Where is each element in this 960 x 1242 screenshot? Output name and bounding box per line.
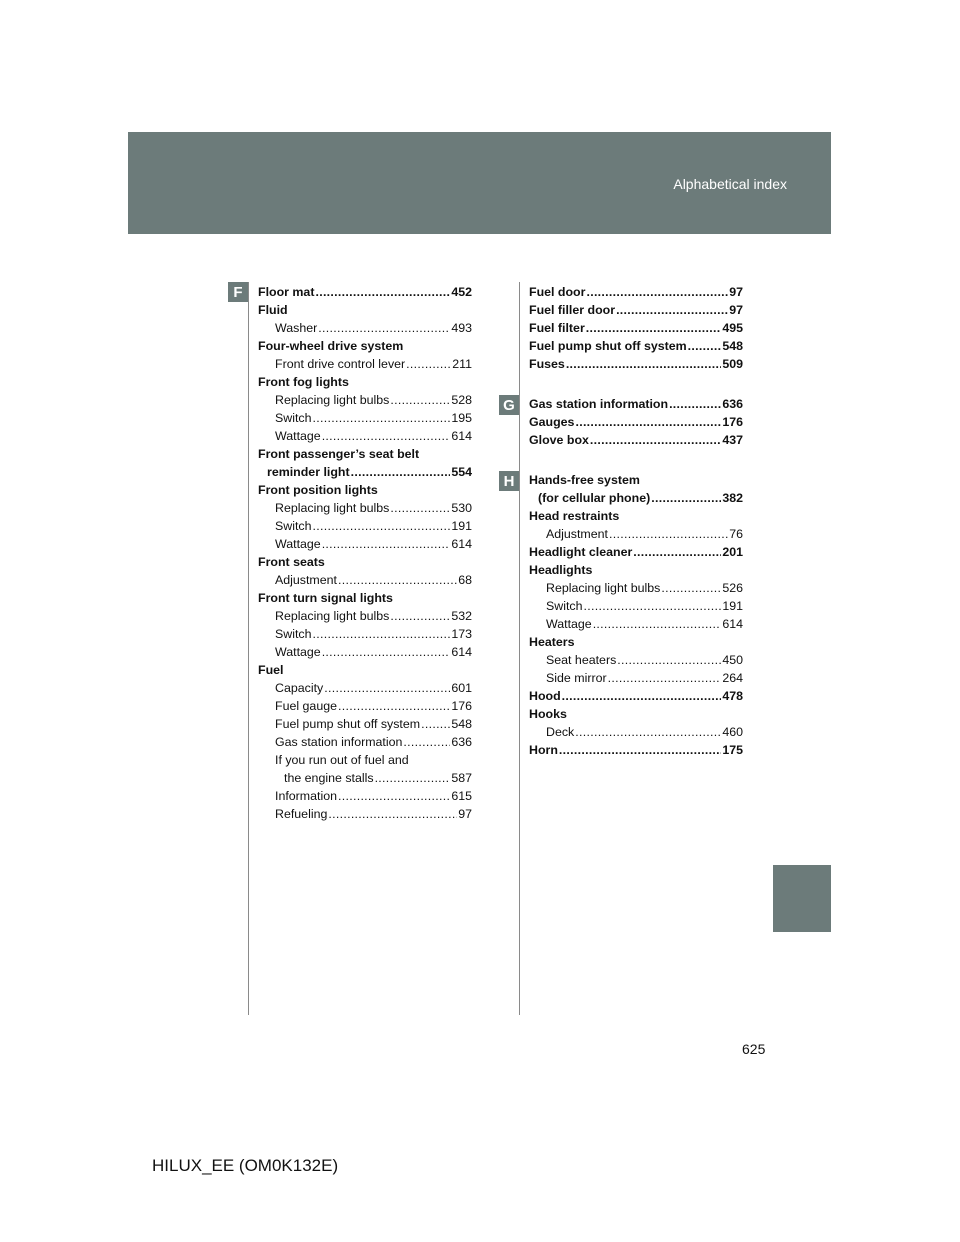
index-entry-page: 615 [451,789,472,803]
dot-leader [390,391,450,409]
index-entry-page: 176 [722,415,743,429]
index-entry [529,651,743,669]
index-entry-label: Washer [275,321,318,335]
dot-leader [421,715,450,733]
index-entry [258,679,472,697]
dot-leader [390,499,450,517]
dot-leader [322,643,451,661]
index-entry-page: 509 [722,357,743,371]
dot-leader [322,535,451,553]
header-band [128,132,831,234]
index-column-right-f [529,283,743,373]
index-entry-page: 382 [722,491,743,505]
index-entry [258,535,472,553]
index-entry-page: 554 [451,465,472,479]
index-entry [258,607,472,625]
index-side-tab [773,865,831,932]
index-entry-page: 68 [458,573,472,587]
dot-leader [559,741,721,759]
index-entry-label: Adjustment [546,527,608,541]
index-entry-label: Horn [529,743,558,757]
index-entry-label: Fuel gauge [275,699,338,713]
index-entry [529,395,743,413]
index-entry-page: 548 [451,717,472,731]
index-entry-label: Replacing light bulbs [275,393,390,407]
index-entry [258,391,472,409]
index-entry-page: 548 [722,339,743,353]
index-entry [529,525,743,543]
index-entry [258,715,472,733]
dot-leader [338,697,450,715]
index-entry-page: 195 [451,411,472,425]
index-entry-label: Headlight cleaner [529,545,633,559]
index-heading: Hooks [529,707,567,721]
index-entry-label: Switch [275,519,312,533]
index-entry-page: 437 [722,433,743,447]
index-entry-label: Fuel filler door [529,303,616,317]
index-entry [529,355,743,373]
dot-leader [338,571,457,589]
index-entry [258,409,472,427]
index-entry-page: 526 [722,581,743,595]
index-column-right-g [529,395,743,449]
index-entry-page: 76 [729,527,743,541]
dot-leader [586,283,728,301]
letter-f-marker: F [228,282,248,302]
index-heading: Front fog lights [258,375,349,389]
index-heading: Front passenger’s seat belt [258,447,420,461]
index-entry [258,697,472,715]
index-entry-page: 264 [722,671,743,685]
column-divider-middle [519,282,520,1015]
page-number: 625 [742,1041,766,1057]
index-entry-page: 530 [451,501,472,515]
index-entry-label: Gas station information [529,397,669,411]
index-entry-page: 495 [722,321,743,335]
index-heading: Front position lights [258,483,378,497]
dot-leader [617,651,721,669]
index-entry-label: Wattage [275,645,321,659]
index-entry-label: (for cellular phone) [538,491,651,505]
index-entry-page: 173 [451,627,472,641]
index-entry [529,337,743,355]
index-entry-page: 211 [452,357,472,371]
index-entry [258,463,472,481]
index-entry [529,597,743,615]
dot-leader [313,409,451,427]
index-entry-label: Switch [275,411,312,425]
index-entry [529,431,743,449]
dot-leader [633,543,721,561]
dot-leader [584,597,722,615]
index-entry-page: 587 [451,771,472,785]
index-entry-label: the engine stalls [284,771,374,785]
dot-leader [338,787,450,805]
index-entry-page: 460 [722,725,743,739]
dot-leader [590,431,721,449]
index-heading: Front turn signal lights [258,591,393,605]
dot-leader [616,301,728,319]
index-entry [529,413,743,431]
index-entry-label: Fuel pump shut off system [529,339,687,353]
index-entry [529,579,743,597]
dot-leader [566,355,722,373]
document-code: HILUX_EE (OM0K132E) [152,1156,339,1175]
index-entry-label: Capacity [275,681,324,695]
index-entry-page: 97 [729,303,743,317]
dot-leader [322,427,451,445]
index-heading: If you run out of fuel and [275,753,409,767]
index-entry [258,769,472,787]
index-entry-page: 601 [451,681,472,695]
index-entry-label: Gauges [529,415,575,429]
index-heading: Hands-free system [529,473,640,487]
index-entry-page: 201 [722,545,743,559]
index-entry [529,543,743,561]
dot-leader [661,579,721,597]
index-entry-label: Front drive control lever [275,357,406,371]
index-entry-page: 532 [451,609,472,623]
index-entry-label: Switch [546,599,583,613]
dot-leader [406,355,451,373]
index-entry-page: 175 [722,743,743,757]
index-entry-page: 176 [451,699,472,713]
index-entry [258,571,472,589]
index-entry [258,499,472,517]
letter-g-marker: G [499,395,519,415]
index-entry-label: Information [275,789,337,803]
dot-leader [351,463,451,481]
index-entry [529,741,743,759]
dot-leader [593,615,722,633]
index-entry-page: 191 [451,519,472,533]
index-entry-page: 614 [451,537,472,551]
index-entry-page: 450 [722,653,743,667]
index-entry-label: Replacing light bulbs [275,501,390,515]
index-entry-page: 528 [451,393,472,407]
index-entry-label: Gas station information [275,735,403,749]
index-heading: Front seats [258,555,325,569]
index-entry [529,301,743,319]
index-entry-label: Fuses [529,357,565,371]
dot-leader [313,625,451,643]
index-entry [258,643,472,661]
index-entry-label: Glove box [529,433,589,447]
index-heading: Headlights [529,563,593,577]
index-entry [529,687,743,705]
section-title: Alphabetical index [673,176,787,192]
index-entry [258,805,472,823]
dot-leader [586,319,722,337]
index-entry-label: Deck [546,725,575,739]
index-entry [258,355,472,373]
index-entry-label: Fuel pump shut off system [275,717,421,731]
index-heading: Fuel [258,663,284,677]
index-entry-page: 191 [722,599,743,613]
index-entry-page: 614 [722,617,743,631]
dot-leader [390,607,450,625]
dot-leader [688,337,722,355]
index-entry [258,733,472,751]
index-heading: Heaters [529,635,575,649]
index-entry [529,283,743,301]
dot-leader [315,283,450,301]
index-column-left [258,283,472,823]
index-entry-label: Replacing light bulbs [275,609,390,623]
index-heading: Fluid [258,303,288,317]
index-entry [529,669,743,687]
index-entry-label: Side mirror [546,671,607,685]
dot-leader [669,395,721,413]
column-divider-left [248,282,249,1015]
index-entry-label: Floor mat [258,285,315,299]
index-entry-page: 452 [451,285,472,299]
index-entry-label: Wattage [275,429,321,443]
index-entry-label: Replacing light bulbs [546,581,661,595]
index-entry [529,489,743,507]
dot-leader [562,687,722,705]
index-entry-label: Wattage [546,617,592,631]
dot-leader [403,733,450,751]
index-entry [529,615,743,633]
index-entry-label: Seat heaters [546,653,617,667]
index-entry-page: 97 [458,807,472,821]
index-entry-label: Refueling [275,807,328,821]
index-entry-label: Adjustment [275,573,337,587]
letter-h-marker: H [499,471,519,491]
dot-leader [608,669,722,687]
dot-leader [313,517,451,535]
index-entry [258,787,472,805]
dot-leader [575,723,721,741]
dot-leader [575,413,721,431]
index-entry [258,427,472,445]
index-entry-page: 614 [451,645,472,659]
index-entry [258,283,472,301]
index-entry [258,319,472,337]
dot-leader [324,679,450,697]
index-entry-page: 636 [451,735,472,749]
index-entry [258,625,472,643]
index-entry-label: Switch [275,627,312,641]
dot-leader [318,319,450,337]
index-entry [529,319,743,337]
index-entry-label: Hood [529,689,561,703]
index-entry-page: 493 [451,321,472,335]
dot-leader [651,489,721,507]
dot-leader [328,805,457,823]
index-entry [258,517,472,535]
index-entry-label: Fuel door [529,285,586,299]
index-entry-page: 614 [451,429,472,443]
dot-leader [609,525,728,543]
index-entry-page: 97 [729,285,743,299]
index-entry-page: 478 [722,689,743,703]
index-entry-label: Fuel filter [529,321,585,335]
index-column-right-h [529,471,743,759]
index-heading: Four-wheel drive system [258,339,404,353]
dot-leader [375,769,451,787]
index-entry-label: Wattage [275,537,321,551]
index-entry-label: reminder light [267,465,350,479]
index-entry-page: 636 [722,397,743,411]
index-heading: Head restraints [529,509,620,523]
index-entry [529,723,743,741]
